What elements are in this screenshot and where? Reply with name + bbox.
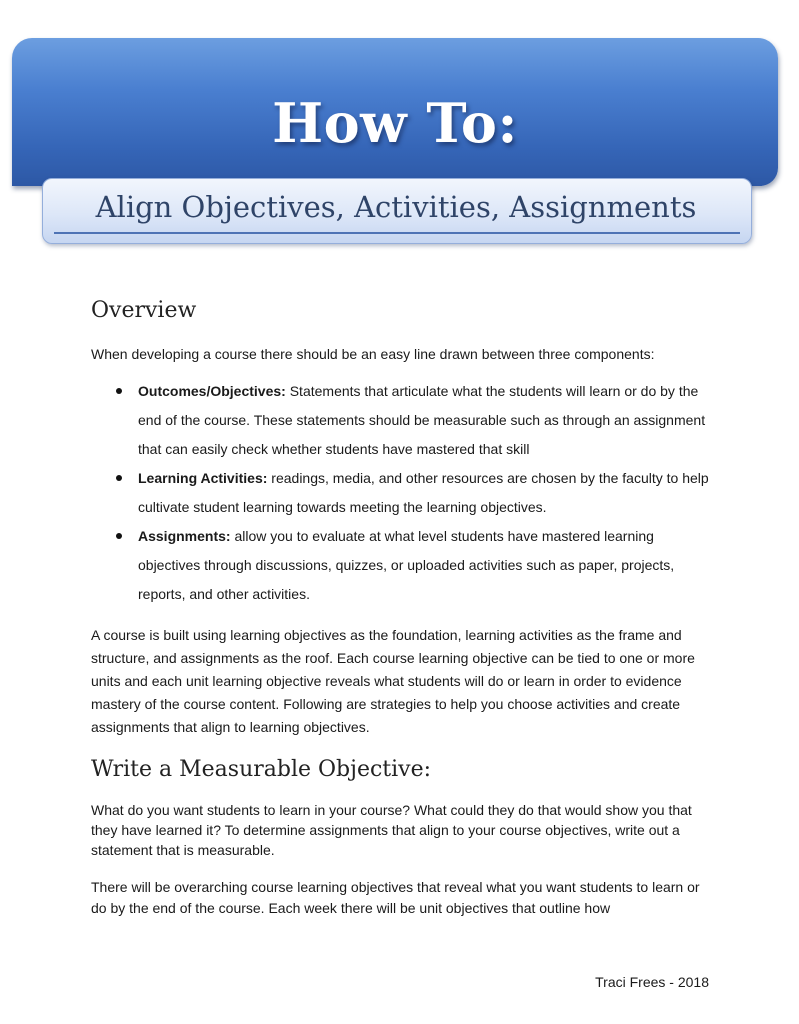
page-subtitle: Align Objectives, Activities, Assignments xyxy=(95,190,697,224)
document-body xyxy=(91,296,711,919)
bullet-text: Statements that articulate what the students will learn or do by the end of the course. These statements should be measurable such as through an assignment that can easily check whether students have mastered that skill xyxy=(138,383,706,457)
bullet-term: Outcomes/Objectives: xyxy=(138,383,286,399)
bullet-term: Assignments: xyxy=(138,528,231,544)
foundation-paragraph: A course is built using learning objectives as the foundation, learning activities as the frame and structure, and assignments as the roof. Each course learning objective can be tied to one or more units and each unit learning objective reveals what students will do or learn in order to evidence mastery of the course content. Following are strategies to help you choose activities and create assignments that align to learning objectives. xyxy=(91,627,695,735)
bullet-icon xyxy=(116,388,122,394)
list-item-activities xyxy=(138,464,711,522)
bullet-term: Learning Activities: xyxy=(138,470,268,486)
bullet-icon xyxy=(116,533,122,539)
footer-credit: Traci Frees - 2018 xyxy=(595,974,709,990)
measurable-heading: Write a Measurable Objective: xyxy=(91,757,432,782)
bullet-text: readings, media, and other resources are chosen by the faculty to help cultivate student learning towards meeting the learning objectives. xyxy=(138,470,709,515)
components-list xyxy=(91,377,711,609)
bullet-text: allow you to evaluate at what level students have mastered learning objectives through discussions, quizzes, or uploaded activities such as paper, projects, reports, and other activities. xyxy=(138,528,675,602)
measurable-paragraph-2: There will be overarching course learning objectives that reveal what you want students to learn or do by the end of the course. Each week there will be unit objectives that outline how xyxy=(91,879,700,916)
list-item-objectives xyxy=(138,377,711,464)
page-title: How To: xyxy=(272,91,518,155)
list-item-assignments xyxy=(138,522,711,609)
overview-heading: Overview xyxy=(91,298,197,323)
subtitle-underline xyxy=(54,232,740,234)
bullet-icon xyxy=(116,475,122,481)
measurable-paragraph-1: What do you want students to learn in your course? What could they do that would show you that they have learned it? To determine assignments that align to your course objectives, write out a statement that is measurable. xyxy=(91,802,692,858)
overview-intro: When developing a course there should be an easy line drawn between three components: xyxy=(91,346,655,362)
